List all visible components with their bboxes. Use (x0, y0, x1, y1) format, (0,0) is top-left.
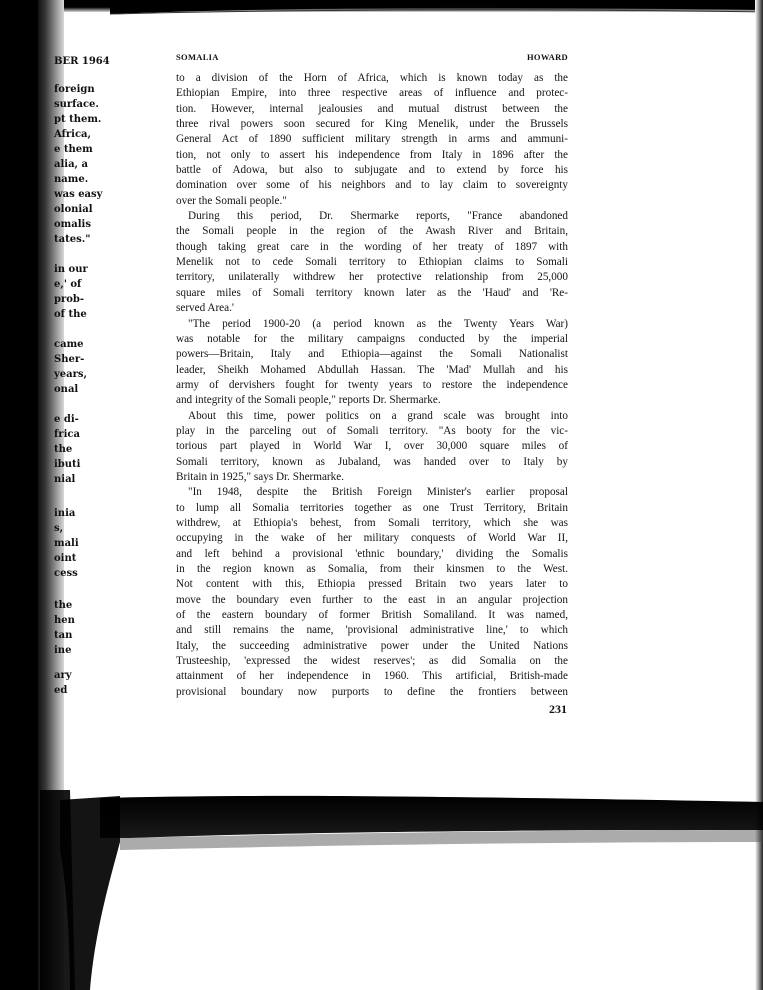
previous-page-fragment: tates." (54, 234, 91, 245)
previous-page-fragment: tan (54, 630, 73, 641)
body-line: Not content with this, Ethiopia pressed Britain two years later to (176, 578, 568, 591)
body-line: domination over some of his neighbors and to lay claim to sovereignty (176, 179, 568, 192)
previous-page-fragment: years, (54, 369, 88, 380)
body-line: in the region known as Somalia, from their kinsmen to the West. (176, 563, 568, 575)
previous-page-fragment: the (54, 600, 73, 611)
previous-page-fragment: Sher- (54, 354, 85, 365)
body-line: square miles of Somali territory known later as the 'Haud' and 'Re- (176, 286, 568, 299)
previous-page-fragment: olonial (54, 204, 93, 215)
top-page-curl (110, 6, 763, 46)
previous-page-fragment: of the (54, 309, 87, 320)
body-line: General Act of 1890 sufficient military strength in arms and ammuni- (176, 133, 568, 146)
previous-page-fragment: ibuti (54, 459, 81, 470)
previous-page-fragment: pt them. (54, 114, 102, 125)
body-line: "In 1948, despite the British Foreign Minister's earlier proposal (188, 486, 568, 499)
body-line: Menelik not to cede Somali territory to Ethiopian claims to Somali (176, 256, 568, 269)
body-line: powers—Britain, Italy and Ethiopia—against the Somali Nationalist (176, 348, 568, 361)
body-text (176, 71, 568, 700)
running-header-right: HOWARD (527, 52, 568, 62)
previous-page-fragment: inia (54, 508, 76, 519)
body-line: move the boundary even further to the east in an angular projection (176, 593, 568, 606)
body-line: the Somali people in the region of the Awash River and Britain, (176, 225, 568, 238)
body-line: of the eastern boundary of former British Somaliland. It was named, (176, 609, 568, 622)
previous-page-fragment: onal (54, 384, 79, 395)
body-line: territory, unilaterally withdrew her protective relationship from 25,000 (176, 271, 568, 284)
body-line: to lump all Somalia territories together as one Trust Territory, Britain (176, 501, 568, 514)
previous-page-fragment: came (54, 339, 84, 350)
body-line: army of dervishers fought for twenty years to restore the independence (176, 378, 568, 391)
previous-page-fragment: foreign (54, 84, 95, 95)
body-line: and still remains the name, 'provisional administrative line,' to which (176, 624, 568, 637)
body-line: leader, Sheikh Mohamed Abdullah Hassan. The 'Mad' Mullah and his (176, 363, 568, 376)
previous-page-fragment: ine (54, 645, 72, 656)
body-line: attainment of her independence in 1960. This artificial, British-made (176, 670, 568, 683)
previous-page-fragment: e di- (54, 414, 79, 425)
previous-page-fragment: surface. (54, 99, 99, 110)
body-line: occupying in the wake of her military conquests of World War II, (176, 532, 568, 545)
previous-page-fragment: alia, a (54, 159, 88, 170)
previous-page-fragment: Africa, (54, 129, 92, 140)
body-line: Somali territory, known as Jubaland, was handed over to Italy by (176, 455, 568, 468)
body-line: During this period, Dr. Shermarke reports, "France abandoned (188, 210, 568, 223)
body-line: served Area.' (176, 302, 234, 315)
body-line: and left behind a provisional 'ethnic boundary,' dividing the Somalis (176, 547, 568, 560)
previous-page-fragment: omalis (54, 219, 91, 230)
previous-page-fragment: e,' of (54, 279, 82, 290)
body-line: provisional boundary now purports to define the frontiers between (176, 685, 568, 698)
body-line: Italy, the succeeding administrative power under the United Nations (176, 639, 568, 652)
body-line: battle of Adowa, but also to subjugate and to extend by force his (176, 164, 568, 177)
body-line: to a division of the Horn of Africa, which is known today as the (176, 72, 568, 84)
previous-page-fragment: hen (54, 615, 75, 626)
body-line: over the Somali people." (176, 194, 287, 207)
body-line: and integrity of the Somali people," reports Dr. Shermarke. (176, 394, 441, 407)
previous-page-fragment: frica (54, 429, 80, 440)
previous-page-fragment: ary (54, 670, 72, 681)
previous-page-fragment: in our (54, 264, 88, 275)
previous-page-fragment: prob- (54, 294, 85, 305)
previous-page-fragment: ed (54, 685, 68, 696)
body-line: About this time, power politics on a grand scale was brought into (188, 409, 568, 422)
previous-page-fragment: name. (54, 174, 89, 185)
previous-page-fragment: s, (54, 523, 64, 534)
bottom-scan-shadow (0, 790, 763, 990)
previous-page-fragment: mali (54, 538, 79, 549)
previous-page-fragment: BER 1964 (54, 56, 110, 67)
previous-page-fragment: the (54, 444, 73, 455)
previous-page-fragment: cess (54, 568, 78, 579)
body-line: "The period 1900-20 (a period known as the Twenty Years War) (188, 317, 568, 330)
previous-page-fragment: was easy (54, 189, 103, 200)
previous-page-fragment: nial (54, 474, 76, 485)
body-line: tion. However, internal jealousies and mutual distrust between the (176, 102, 568, 115)
body-line: was notable for the military campaigns conducted by the imperial (176, 332, 568, 345)
body-line: Britain in 1925," says Dr. Shermarke. (176, 470, 345, 483)
running-header-left: SOMALIA (176, 52, 219, 62)
page-number: 231 (549, 702, 567, 716)
body-line: three rival powers soon secured for King Menelik, under the Brussels (176, 118, 568, 131)
body-line: play in the parceling out of Somali territory. "As booty for the vic- (176, 424, 568, 437)
body-line: Trusteeship, 'expressed the widest reserves'; as did Somalia on the (176, 655, 568, 668)
body-line: torious part played in World War I, over 30,000 square miles of (176, 440, 568, 453)
previous-page-fragment: oint (54, 553, 77, 564)
body-line: Ethiopian Empire, into three respective areas of influence and protec- (176, 87, 568, 100)
body-line: though taking great care in the wording of her treaty of 1897 with (176, 240, 568, 253)
body-line: withdrew, at Ethiopia's behest, from Somali territory, which she was (176, 516, 568, 529)
body-line: tion, not only to assert his independence from Italy in 1896 after the (176, 148, 568, 161)
previous-page-fragment: e them (54, 144, 93, 155)
